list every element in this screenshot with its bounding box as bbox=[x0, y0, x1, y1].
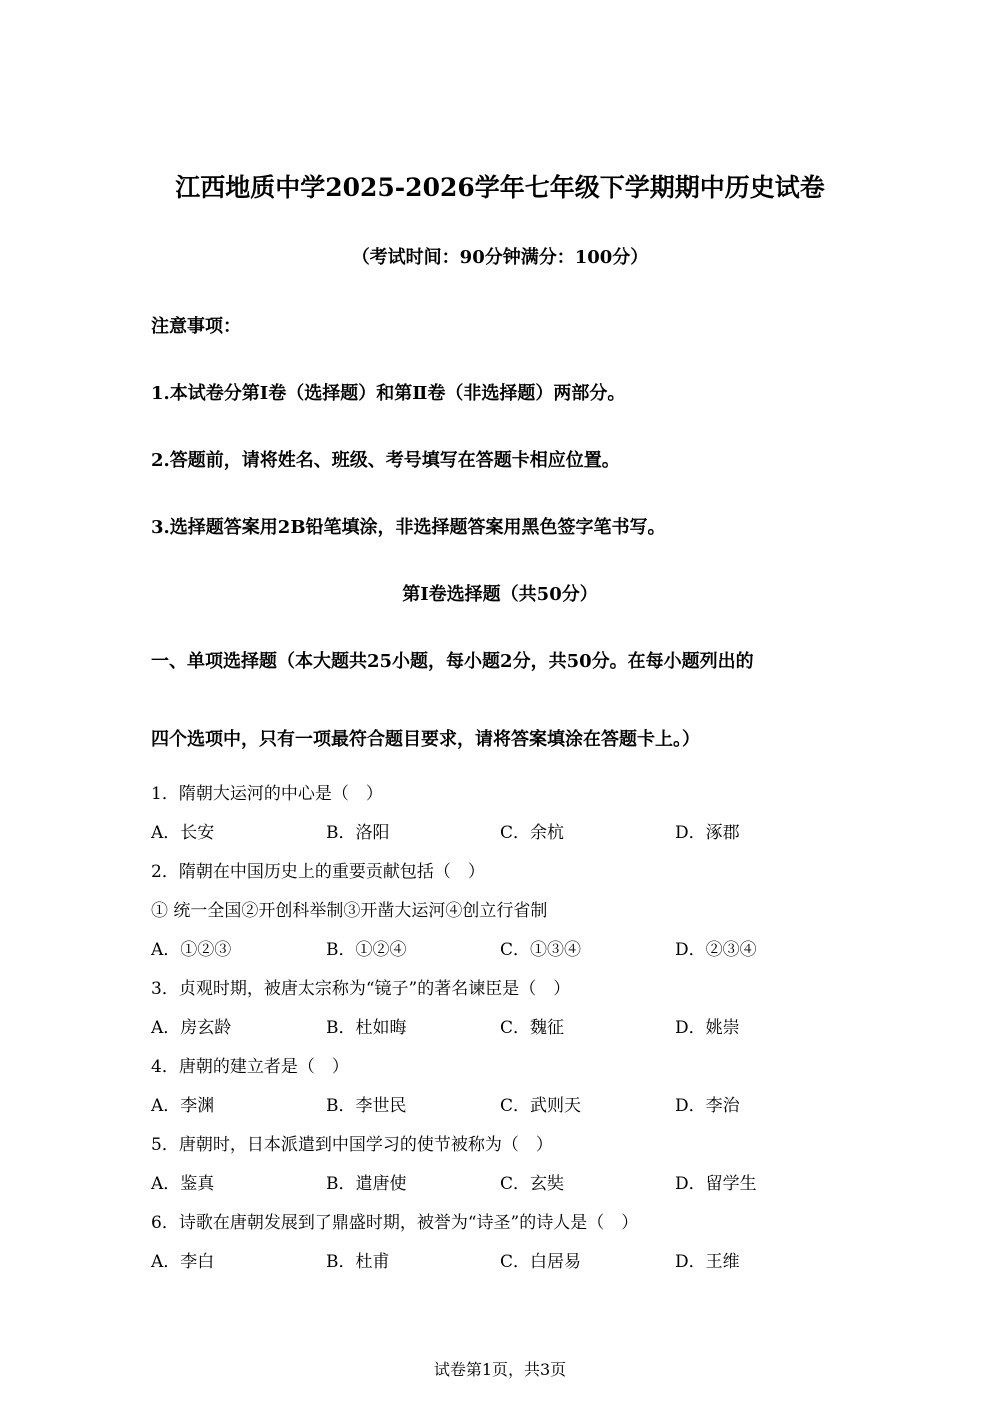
option-a: A．李渊 bbox=[151, 1096, 215, 1116]
question-1-stem: 1．隋朝大运河的中心是（ ） bbox=[151, 784, 383, 804]
option-c: C．玄奘 bbox=[500, 1174, 565, 1194]
option-a: A．鉴真 bbox=[151, 1174, 215, 1194]
question-4-options bbox=[151, 1091, 851, 1115]
page-footer: 试卷第1页，共3页 bbox=[433, 1360, 567, 1379]
option-b: B．洛阳 bbox=[326, 823, 390, 843]
question-4-stem: 4．唐朝的建立者是（ ） bbox=[151, 1057, 349, 1077]
question-5-stem: 5．唐朝时，日本派遣到中国学习的使节被称为（ ） bbox=[151, 1135, 553, 1155]
exam-title: 江西地质中学2025-2026学年七年级下学期期中历史试卷 bbox=[175, 173, 825, 202]
question-2-options bbox=[151, 935, 851, 959]
question-5-options bbox=[151, 1169, 851, 1193]
section-instruction-line1: 一、单项选择题（本大题共25小题，每小题2分，共50分。在每小题列出的 bbox=[151, 651, 754, 672]
option-b: B．杜如晦 bbox=[326, 1018, 407, 1038]
question-3-stem: 3．贞观时期，被唐太宗称为“镜子”的著名谏臣是（ ） bbox=[151, 979, 571, 999]
option-d: D．王维 bbox=[675, 1252, 740, 1272]
option-a: A．长安 bbox=[151, 823, 215, 843]
option-c: C．武则天 bbox=[500, 1096, 582, 1116]
option-d: D．姚崇 bbox=[675, 1018, 740, 1038]
note-item-1: 1.本试卷分第Ⅰ卷（选择题）和第Ⅱ卷（非选择题）两部分。 bbox=[151, 383, 626, 404]
exam-subtitle: （考试时间：90分钟满分：100分） bbox=[351, 247, 649, 268]
question-2-stem: 2．隋朝在中国历史上的重要贡献包括（ ） bbox=[151, 862, 485, 882]
option-d: D．②③④ bbox=[675, 940, 757, 960]
option-d: D．涿郡 bbox=[675, 823, 740, 843]
option-c: C．白居易 bbox=[500, 1252, 582, 1272]
option-a: A．房玄龄 bbox=[151, 1018, 232, 1038]
question-6-stem: 6．诗歌在唐朝发展到了鼎盛时期，被誉为“诗圣”的诗人是（ ） bbox=[151, 1213, 639, 1233]
option-c: C．余杭 bbox=[500, 823, 565, 843]
option-a: A．李白 bbox=[151, 1252, 215, 1272]
section-title: 第Ⅰ卷选择题（共50分） bbox=[402, 584, 598, 605]
note-item-2: 2.答题前，请将姓名、班级、考号填写在答题卡相应位置。 bbox=[151, 450, 620, 471]
option-d: D．李治 bbox=[675, 1096, 740, 1116]
section-instruction-line2: 四个选项中，只有一项最符合题目要求，请将答案填涂在答题卡上。） bbox=[151, 729, 700, 750]
question-2-statements: ① 统一全国②开创科举制③开凿大运河④创立行省制 bbox=[151, 901, 548, 921]
option-b: B．杜甫 bbox=[326, 1252, 390, 1272]
question-6-options bbox=[151, 1247, 851, 1271]
question-1-options bbox=[151, 818, 851, 842]
option-c: C．①③④ bbox=[500, 940, 582, 960]
option-a: A．①②③ bbox=[151, 940, 232, 960]
option-b: B．李世民 bbox=[326, 1096, 407, 1116]
question-3-options bbox=[151, 1013, 851, 1037]
notes-heading: 注意事项： bbox=[151, 316, 241, 337]
option-d: D．留学生 bbox=[675, 1174, 757, 1194]
note-item-3: 3.选择题答案用2B铅笔填涂，非选择题答案用黑色签字笔书写。 bbox=[151, 517, 666, 538]
option-c: C．魏征 bbox=[500, 1018, 565, 1038]
option-b: B．①②④ bbox=[326, 940, 407, 960]
option-b: B．遣唐使 bbox=[326, 1174, 407, 1194]
